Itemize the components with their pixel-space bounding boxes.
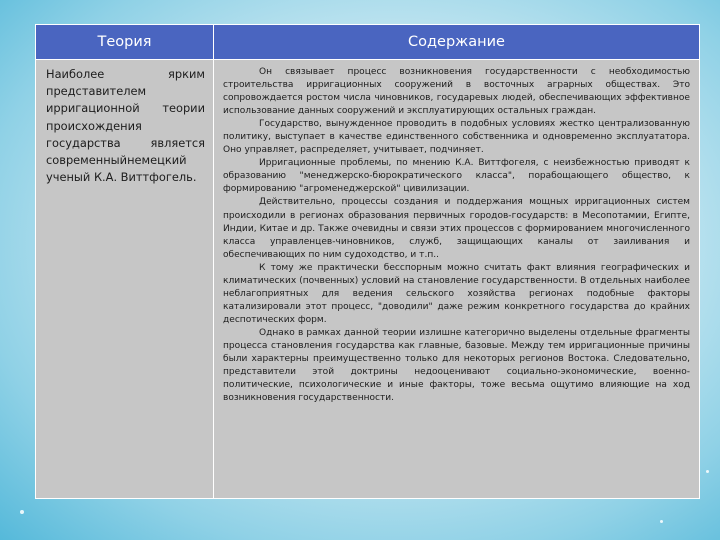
sparkle-decoration [20,510,24,514]
table-row [36,60,700,499]
sparkle-decoration [660,520,663,523]
content-paragraph: Он связывает процесс возникновения государственности с необходимостью строительства ирригационных сооружений в восточных аграрных обществах. Это сопровождается ростом числа чиновников, государевых людей, обеспечивающих эффективное использование данных сооружений и эксплуатирующих остальных граждан. [223,67,690,117]
content-paragraph: Однако в рамках данной теории излишне категорично выделены отдельные фрагменты процесса становления государства как главные, базовые. Между тем ирригационные причины были характерны преимущественно только для некоторых регионов Востока. Следовательно, представители этой доктрины недооценивают социально-экономические, военно-политические, психологические и иные факторы, тоже весьма ощутимо влияющие на ход возникновения государственности. [223,327,690,404]
sparkle-decoration [706,470,709,473]
theory-cell: Наиболее ярким представителем ирригационной теории происхождения государства является современныйнемецкий ученый К.А. Виттфогель. [36,60,214,499]
header-theory: Теория [36,25,214,60]
content-cell [214,60,700,499]
content-paragraph: Ирригационные проблемы, по мнению К.А. Виттфогеля, с неизбежностью приводят к образованию "менеджерско-бюрократического класса", порабощающего общество, к формированию "агроменеджерской" цивилизации. [223,158,690,195]
table-header-row [36,25,700,60]
content-paragraph: Действительно, процессы создания и поддержания мощных ирригационных систем происходили в регионах образования первичных городов-государств: в Месопотамии, Египте, Индии, Китае и др. Также очевидны и связи этих процессов с формированием многочисленного класса управленцев-чиновников, служб, защищающих каналы от заиливания и обеспечивающих по ним судоходство, и т.п.. [223,197,690,260]
content-paragraph: К тому же практически бесспорным можно считать факт влияния географических и климатических (почвенных) условий на становление государственности. В отдельных наиболее неблагоприятных для ведения сельского хозяйства регионах подобные факторы катализировали этот процесс, "доводили" даже режим конкретного государства до крайних деспотических форм. [223,262,690,325]
header-content: Содержание [214,25,700,60]
content-paragraph: Государство, вынужденное проводить в подобных условиях жестко централизованную политику, выступает в качестве единственного собственника и одновременно эксплуататора. Оно управляет, распределяет, учитывает, подчиняет. [223,119,690,156]
theory-table [35,24,700,499]
